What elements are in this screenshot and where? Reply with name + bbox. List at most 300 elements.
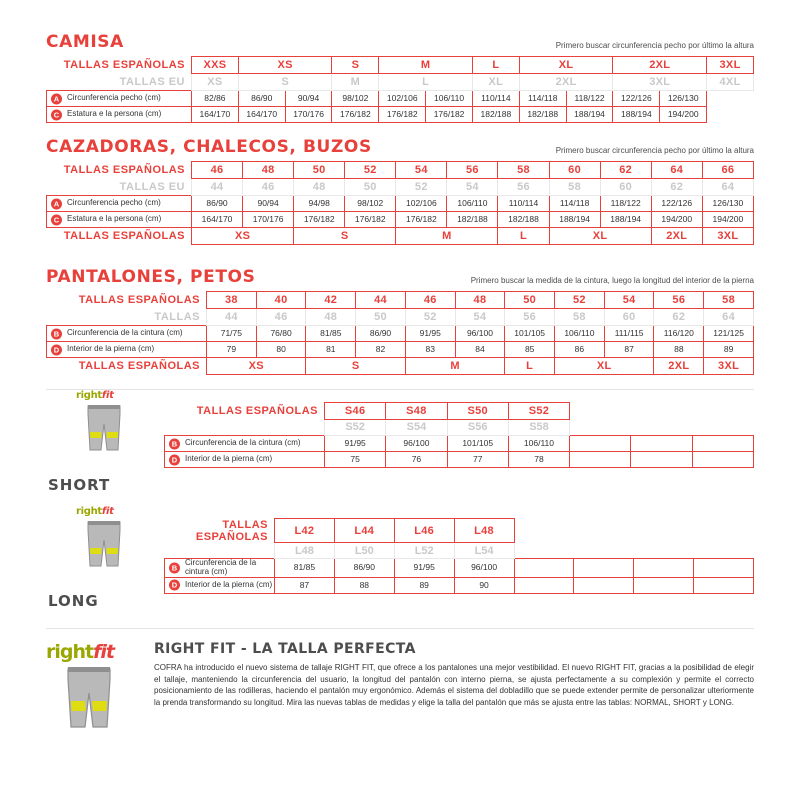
short-d-3: 78 xyxy=(508,452,569,468)
bullet-a-icon: A xyxy=(51,93,62,104)
pantalones-eu-10: 64 xyxy=(704,309,754,326)
pantalones-footer-5: 2XL xyxy=(654,358,704,375)
long-d-0: 87 xyxy=(275,577,335,593)
pantalones-d-1: 80 xyxy=(256,342,306,358)
camisa-c-10: 194/200 xyxy=(660,107,707,123)
cazadoras-row-estatura xyxy=(47,212,754,228)
cazadoras-footer-2: M xyxy=(396,228,498,245)
long-b-0: 81/85 xyxy=(275,559,335,578)
pantalones-eu-2: 48 xyxy=(306,309,356,326)
long-b-pad-3 xyxy=(694,559,754,578)
bullet-c-icon: C xyxy=(51,109,62,120)
pantalones-note: Primero buscar la medida de la cintura, luego la longitud del interior de la pierna xyxy=(470,276,754,285)
pants-shape-icon xyxy=(82,518,126,570)
long-label: LONG xyxy=(48,592,99,610)
cazadoras-title: CAZADORAS, CHALECOS, BUZOS xyxy=(46,137,372,157)
pantalones-d-4: 83 xyxy=(405,342,455,358)
cazadoras-footer-0: XS xyxy=(192,228,294,245)
pantalones-eu-4: 52 xyxy=(405,309,455,326)
pantalones-eu-0: 44 xyxy=(207,309,257,326)
pantalones-b-3: 86/90 xyxy=(356,326,406,342)
cazadoras-row-pecho xyxy=(47,196,754,212)
long-eu-pad-0 xyxy=(514,543,574,559)
camisa-a-1: 86/90 xyxy=(238,91,285,107)
cazadoras-eu-0: 44 xyxy=(192,179,243,196)
cazadoras-a-3: 98/102 xyxy=(345,196,396,212)
pantalones-b-4: 91/95 xyxy=(405,326,455,342)
long-eu-pad-1 xyxy=(574,543,634,559)
short-es-3: S52 xyxy=(508,403,569,420)
short-row-pierna xyxy=(165,452,754,468)
cazadoras-eu-8: 60 xyxy=(600,179,651,196)
cazadoras-c-3: 176/182 xyxy=(345,212,396,228)
cazadoras-a-5: 106/110 xyxy=(447,196,498,212)
pantalones-eu-6: 56 xyxy=(505,309,555,326)
pantalones-eu-3: 50 xyxy=(356,309,406,326)
cazadoras-row-text-c: Estatura e la persona (cm) xyxy=(67,214,162,224)
short-d-0: 75 xyxy=(325,452,386,468)
camisa-c-5: 176/182 xyxy=(426,107,473,123)
camisa-row-text-c: Estatura e la persona (cm) xyxy=(67,109,162,119)
promo-logo-right: right xyxy=(46,641,94,663)
long-d-pad-1 xyxy=(574,577,634,593)
short-es-pad-0 xyxy=(570,403,631,420)
camisa-es-5: XL xyxy=(519,57,613,74)
camisa-note: Primero buscar circunferencia pecho por último la altura xyxy=(555,41,754,50)
long-right xyxy=(164,518,754,594)
pantalones-es-8: 54 xyxy=(604,292,654,309)
pantalones-d-7: 86 xyxy=(555,342,605,358)
cazadoras-eu-6: 56 xyxy=(498,179,549,196)
cazadoras-c-9: 194/200 xyxy=(651,212,702,228)
cazadoras-a-0: 86/90 xyxy=(192,196,243,212)
short-row-text-b: Circunferencia de la cintura (cm) xyxy=(185,438,301,448)
pantalones-eu-9: 62 xyxy=(654,309,704,326)
camisa-row-label-c xyxy=(47,107,192,123)
cazadoras-footer-4: XL xyxy=(549,228,651,245)
cazadoras-es-6: 58 xyxy=(498,162,549,179)
section-long xyxy=(46,506,754,610)
long-eu-0: L48 xyxy=(275,543,335,559)
promo-pants-icon xyxy=(60,665,120,731)
short-d-1: 76 xyxy=(386,452,447,468)
cazadoras-a-6: 110/114 xyxy=(498,196,549,212)
camisa-eu-4: XL xyxy=(472,74,519,91)
pantalones-eu-1: 46 xyxy=(256,309,306,326)
short-b-3: 106/110 xyxy=(508,436,569,452)
bullet-b-icon: B xyxy=(51,328,62,339)
pantalones-row-text-d: Interior de la pierna (cm) xyxy=(67,344,155,354)
pantalones-d-5: 84 xyxy=(455,342,505,358)
camisa-a-2: 90/94 xyxy=(285,91,332,107)
long-row-tallas-eu xyxy=(165,543,754,559)
camisa-c-9: 188/194 xyxy=(613,107,660,123)
long-rightfit-logo: rightfit xyxy=(76,506,114,517)
camisa-label-eu: TALLAS EU xyxy=(119,75,185,88)
cazadoras-eu-3: 50 xyxy=(345,179,396,196)
long-eu-1: L50 xyxy=(334,543,394,559)
pantalones-row-text-b: Circunferencia de la cintura (cm) xyxy=(67,328,183,338)
promo-rightfit-logo xyxy=(46,641,114,663)
cazadoras-es-2: 50 xyxy=(294,162,345,179)
bullet-b-icon: B xyxy=(169,562,180,573)
short-eu-pad-2 xyxy=(692,420,753,436)
camisa-c-8: 188/194 xyxy=(566,107,613,123)
cazadoras-c-2: 176/182 xyxy=(294,212,345,228)
cazadoras-c-6: 182/188 xyxy=(498,212,549,228)
pantalones-d-3: 82 xyxy=(356,342,406,358)
pantalones-es-7: 52 xyxy=(555,292,605,309)
pantalones-b-2: 81/85 xyxy=(306,326,356,342)
pantalones-row-footer xyxy=(47,358,754,375)
long-d-3: 90 xyxy=(454,577,514,593)
camisa-c-2: 170/176 xyxy=(285,107,332,123)
cazadoras-label-eu: TALLAS EU xyxy=(119,180,185,193)
short-eu-3: S58 xyxy=(508,420,569,436)
bullet-a-icon: A xyxy=(51,198,62,209)
pantalones-d-9: 88 xyxy=(654,342,704,358)
bullet-b-icon: B xyxy=(169,438,180,449)
short-eu-0: S52 xyxy=(325,420,386,436)
pantalones-eu-8: 60 xyxy=(604,309,654,326)
camisa-a-0: 82/86 xyxy=(192,91,239,107)
pantalones-es-9: 56 xyxy=(654,292,704,309)
pantalones-es-3: 44 xyxy=(356,292,406,309)
cazadoras-eu-1: 46 xyxy=(243,179,294,196)
camisa-a-4: 102/106 xyxy=(379,91,426,107)
pantalones-row-label-d xyxy=(47,342,207,358)
short-d-pad-0 xyxy=(570,452,631,468)
camisa-c-4: 176/182 xyxy=(379,107,426,123)
camisa-eu-6: 3XL xyxy=(613,74,707,91)
pantalones-row-label-b xyxy=(47,326,207,342)
long-row-tallas-espanolas xyxy=(165,519,754,543)
promo-logo-fit: fit xyxy=(93,641,114,663)
camisa-a-9: 122/126 xyxy=(613,91,660,107)
pantalones-es-2: 42 xyxy=(306,292,356,309)
cazadoras-a-7: 114/118 xyxy=(549,196,600,212)
pantalones-es-6: 50 xyxy=(505,292,555,309)
cazadoras-row-tallas-espanolas xyxy=(47,162,754,179)
camisa-a-3: 98/102 xyxy=(332,91,379,107)
short-b-pad-0 xyxy=(570,436,631,452)
cazadoras-es-5: 56 xyxy=(447,162,498,179)
camisa-row-pecho xyxy=(47,91,754,107)
promo-icon-area xyxy=(46,641,150,733)
pantalones-footer-label: TALLAS ESPAÑOLAS xyxy=(78,360,200,373)
camisa-es-1: XS xyxy=(238,57,332,74)
pantalones-eu-5: 54 xyxy=(455,309,505,326)
cazadoras-eu-4: 52 xyxy=(396,179,447,196)
long-b-pad-1 xyxy=(574,559,634,578)
short-left xyxy=(46,390,164,494)
pantalones-b-7: 106/110 xyxy=(555,326,605,342)
cazadoras-a-1: 90/94 xyxy=(243,196,294,212)
cazadoras-es-8: 62 xyxy=(600,162,651,179)
cazadoras-footer-5: 2XL xyxy=(651,228,702,245)
cazadoras-c-8: 188/194 xyxy=(600,212,651,228)
short-es-pad-1 xyxy=(631,403,692,420)
divider-1 xyxy=(46,389,754,390)
section-short xyxy=(46,390,754,494)
cazadoras-c-1: 170/176 xyxy=(243,212,294,228)
cazadoras-es-4: 54 xyxy=(396,162,447,179)
pantalones-label-es: TALLAS ESPAÑOLAS xyxy=(78,293,200,306)
short-b-1: 96/100 xyxy=(386,436,447,452)
pantalones-row-tallas-espanolas xyxy=(47,292,754,309)
section-right-fit-promo xyxy=(46,641,754,733)
pantalones-b-9: 116/120 xyxy=(654,326,704,342)
pantalones-b-6: 101/105 xyxy=(505,326,555,342)
section-camisa xyxy=(46,32,754,123)
pantalones-table xyxy=(46,291,754,375)
pantalones-row-cintura xyxy=(47,326,754,342)
short-eu-pad-0 xyxy=(570,420,631,436)
pantalones-footer-1: S xyxy=(306,358,405,375)
pantalones-row-pierna xyxy=(47,342,754,358)
long-b-2: 91/95 xyxy=(394,559,454,578)
camisa-es-7: 3XL xyxy=(707,57,754,74)
cazadoras-a-2: 94/98 xyxy=(294,196,345,212)
long-es-1: L44 xyxy=(334,519,394,543)
pantalones-b-5: 96/100 xyxy=(455,326,505,342)
short-b-pad-2 xyxy=(692,436,753,452)
camisa-a-5: 106/110 xyxy=(426,91,473,107)
cazadoras-es-1: 48 xyxy=(243,162,294,179)
cazadoras-a-9: 122/126 xyxy=(651,196,702,212)
cazadoras-c-5: 182/188 xyxy=(447,212,498,228)
cazadoras-row-text-a: Circunferencia pecho (cm) xyxy=(67,198,161,208)
section-cazadoras xyxy=(46,137,754,245)
long-row-label-d xyxy=(165,577,275,593)
long-label-es: TALLAS ESPAÑOLAS xyxy=(195,518,268,543)
short-d-2: 77 xyxy=(447,452,508,468)
bullet-d-icon: D xyxy=(169,580,180,591)
pantalones-d-10: 89 xyxy=(704,342,754,358)
pantalones-b-10: 121/125 xyxy=(704,326,754,342)
short-eu-1: S54 xyxy=(386,420,447,436)
cazadoras-es-3: 52 xyxy=(345,162,396,179)
long-es-0: L42 xyxy=(275,519,335,543)
camisa-eu-0: XS xyxy=(192,74,239,91)
camisa-table xyxy=(46,56,754,123)
pantalones-es-0: 38 xyxy=(207,292,257,309)
pantalones-footer-3: L xyxy=(505,358,555,375)
long-b-pad-2 xyxy=(634,559,694,578)
camisa-header xyxy=(46,32,754,52)
long-table xyxy=(164,518,754,594)
long-es-pad-2 xyxy=(634,519,694,543)
camisa-a-6: 110/114 xyxy=(472,91,519,107)
cazadoras-c-10: 194/200 xyxy=(702,212,753,228)
camisa-a-8: 118/122 xyxy=(566,91,613,107)
section-pantalones xyxy=(46,267,754,375)
pantalones-es-1: 40 xyxy=(256,292,306,309)
pantalones-eu-7: 58 xyxy=(555,309,605,326)
cazadoras-eu-9: 62 xyxy=(651,179,702,196)
short-table xyxy=(164,402,754,468)
pantalones-d-8: 87 xyxy=(604,342,654,358)
pantalones-d-6: 85 xyxy=(505,342,555,358)
camisa-es-2: S xyxy=(332,57,379,74)
bullet-d-icon: D xyxy=(169,454,180,465)
camisa-es-3: M xyxy=(379,57,473,74)
short-row-cintura xyxy=(165,436,754,452)
camisa-a-10: 126/130 xyxy=(660,91,707,107)
cazadoras-a-8: 118/122 xyxy=(600,196,651,212)
camisa-c-1: 164/170 xyxy=(238,107,285,123)
long-eu-2: L52 xyxy=(394,543,454,559)
camisa-es-4: L xyxy=(472,57,519,74)
camisa-es-6: 2XL xyxy=(613,57,707,74)
bullet-c-icon: C xyxy=(51,214,62,225)
long-es-pad-3 xyxy=(694,519,754,543)
short-eu-2: S56 xyxy=(447,420,508,436)
promo-title: RIGHT FIT - LA TALLA PERFECTA xyxy=(154,641,416,657)
long-es-pad-0 xyxy=(514,519,574,543)
cazadoras-c-0: 164/170 xyxy=(192,212,243,228)
long-es-3: L48 xyxy=(454,519,514,543)
pantalones-footer-0: XS xyxy=(207,358,306,375)
short-right xyxy=(164,402,754,468)
short-label-eu xyxy=(165,420,325,436)
camisa-eu-5: 2XL xyxy=(519,74,613,91)
short-row-label-b xyxy=(165,436,325,452)
long-d-pad-0 xyxy=(514,577,574,593)
cazadoras-eu-10: 64 xyxy=(702,179,753,196)
bullet-d-icon: D xyxy=(51,344,62,355)
pantalones-footer-4: XL xyxy=(555,358,654,375)
short-rightfit-logo: rightfit xyxy=(76,390,114,401)
short-es-pad-2 xyxy=(692,403,753,420)
short-pants-icon xyxy=(76,390,126,454)
long-eu-pad-2 xyxy=(634,543,694,559)
short-row-tallas-espanolas xyxy=(165,403,754,420)
cazadoras-footer-1: S xyxy=(294,228,396,245)
pantalones-es-4: 46 xyxy=(405,292,455,309)
camisa-row-label-a xyxy=(47,91,192,107)
camisa-eu-3: L xyxy=(379,74,473,91)
long-es-pad-1 xyxy=(574,519,634,543)
long-b-1: 86/90 xyxy=(334,559,394,578)
pantalones-es-10: 58 xyxy=(704,292,754,309)
camisa-a-7: 114/118 xyxy=(519,91,566,107)
short-d-pad-2 xyxy=(692,452,753,468)
pants-shape-icon xyxy=(82,402,126,454)
cazadoras-label-es: TALLAS ESPAÑOLAS xyxy=(63,163,185,176)
pantalones-title: PANTALONES, PETOS xyxy=(46,267,256,287)
short-b-0: 91/95 xyxy=(325,436,386,452)
camisa-row-tallas-espanolas xyxy=(47,57,754,74)
cazadoras-es-9: 64 xyxy=(651,162,702,179)
camisa-c-7: 182/188 xyxy=(519,107,566,123)
short-b-pad-1 xyxy=(631,436,692,452)
cazadoras-header xyxy=(46,137,754,157)
pantalones-b-0: 71/75 xyxy=(207,326,257,342)
camisa-eu-2: M xyxy=(332,74,379,91)
short-d-pad-1 xyxy=(631,452,692,468)
cazadoras-es-7: 60 xyxy=(549,162,600,179)
long-row-label-b xyxy=(165,559,275,578)
cazadoras-note: Primero buscar circunferencia pecho por último la altura xyxy=(555,146,754,155)
camisa-c-3: 176/182 xyxy=(332,107,379,123)
cazadoras-eu-5: 54 xyxy=(447,179,498,196)
long-d-pad-3 xyxy=(694,577,754,593)
long-row-pierna xyxy=(165,577,754,593)
short-eu-pad-1 xyxy=(631,420,692,436)
cazadoras-es-10: 66 xyxy=(702,162,753,179)
short-es-1: S48 xyxy=(386,403,447,420)
cazadoras-c-4: 176/182 xyxy=(396,212,447,228)
long-label-eu xyxy=(165,543,275,559)
cazadoras-row-tallas-eu xyxy=(47,179,754,196)
camisa-eu-1: S xyxy=(238,74,332,91)
cazadoras-footer-3: L xyxy=(498,228,549,245)
short-row-text-d: Interior de la pierna (cm) xyxy=(185,454,273,464)
cazadoras-row-label-c xyxy=(47,212,192,228)
pantalones-footer-2: M xyxy=(405,358,504,375)
short-es-2: S50 xyxy=(447,403,508,420)
cazadoras-table xyxy=(46,161,754,245)
long-d-pad-2 xyxy=(634,577,694,593)
long-row-text-d: Interior de la pierna (cm) xyxy=(185,579,273,589)
long-b-pad-0 xyxy=(514,559,574,578)
camisa-title: CAMISA xyxy=(46,32,124,52)
long-row-text-b: Circunferencia de la cintura (cm) xyxy=(185,558,257,576)
cazadoras-footer-label: TALLAS ESPAÑOLAS xyxy=(63,230,185,243)
long-row-cintura xyxy=(165,559,754,578)
cazadoras-row-footer xyxy=(47,228,754,245)
camisa-eu-7: 4XL xyxy=(707,74,754,91)
short-b-2: 101/105 xyxy=(447,436,508,452)
camisa-c-0: 164/170 xyxy=(192,107,239,123)
pantalones-row-tallas xyxy=(47,309,754,326)
short-es-0: S46 xyxy=(325,403,386,420)
pantalones-header xyxy=(46,267,754,287)
pantalones-d-2: 81 xyxy=(306,342,356,358)
pantalones-label-eu: TALLAS xyxy=(154,310,200,323)
pantalones-d-0: 79 xyxy=(207,342,257,358)
short-row-tallas-eu xyxy=(165,420,754,436)
cazadoras-eu-7: 58 xyxy=(549,179,600,196)
pantalones-es-5: 48 xyxy=(455,292,505,309)
camisa-row-estatura xyxy=(47,107,754,123)
divider-2 xyxy=(46,628,754,629)
short-row-label-d xyxy=(165,452,325,468)
cazadoras-c-7: 188/194 xyxy=(549,212,600,228)
camisa-label-es: TALLAS ESPAÑOLAS xyxy=(63,58,185,71)
camisa-row-text-a: Circunferencia pecho (cm) xyxy=(67,93,161,103)
camisa-es-0: XXS xyxy=(192,57,239,74)
cazadoras-es-0: 46 xyxy=(192,162,243,179)
cazadoras-eu-2: 48 xyxy=(294,179,345,196)
camisa-c-6: 182/188 xyxy=(472,107,519,123)
cazadoras-a-4: 102/106 xyxy=(396,196,447,212)
long-eu-pad-3 xyxy=(694,543,754,559)
short-label-es: TALLAS ESPAÑOLAS xyxy=(196,404,318,417)
long-pants-icon xyxy=(76,506,126,570)
cazadoras-a-10: 126/130 xyxy=(702,196,753,212)
pantalones-b-1: 76/80 xyxy=(256,326,306,342)
camisa-row-tallas-eu xyxy=(47,74,754,91)
long-eu-3: L54 xyxy=(454,543,514,559)
long-d-1: 88 xyxy=(334,577,394,593)
pantalones-footer-6: 3XL xyxy=(704,358,754,375)
long-b-3: 96/100 xyxy=(454,559,514,578)
long-left xyxy=(46,506,164,610)
cazadoras-footer-6: 3XL xyxy=(702,228,753,245)
cazadoras-row-label-a xyxy=(47,196,192,212)
